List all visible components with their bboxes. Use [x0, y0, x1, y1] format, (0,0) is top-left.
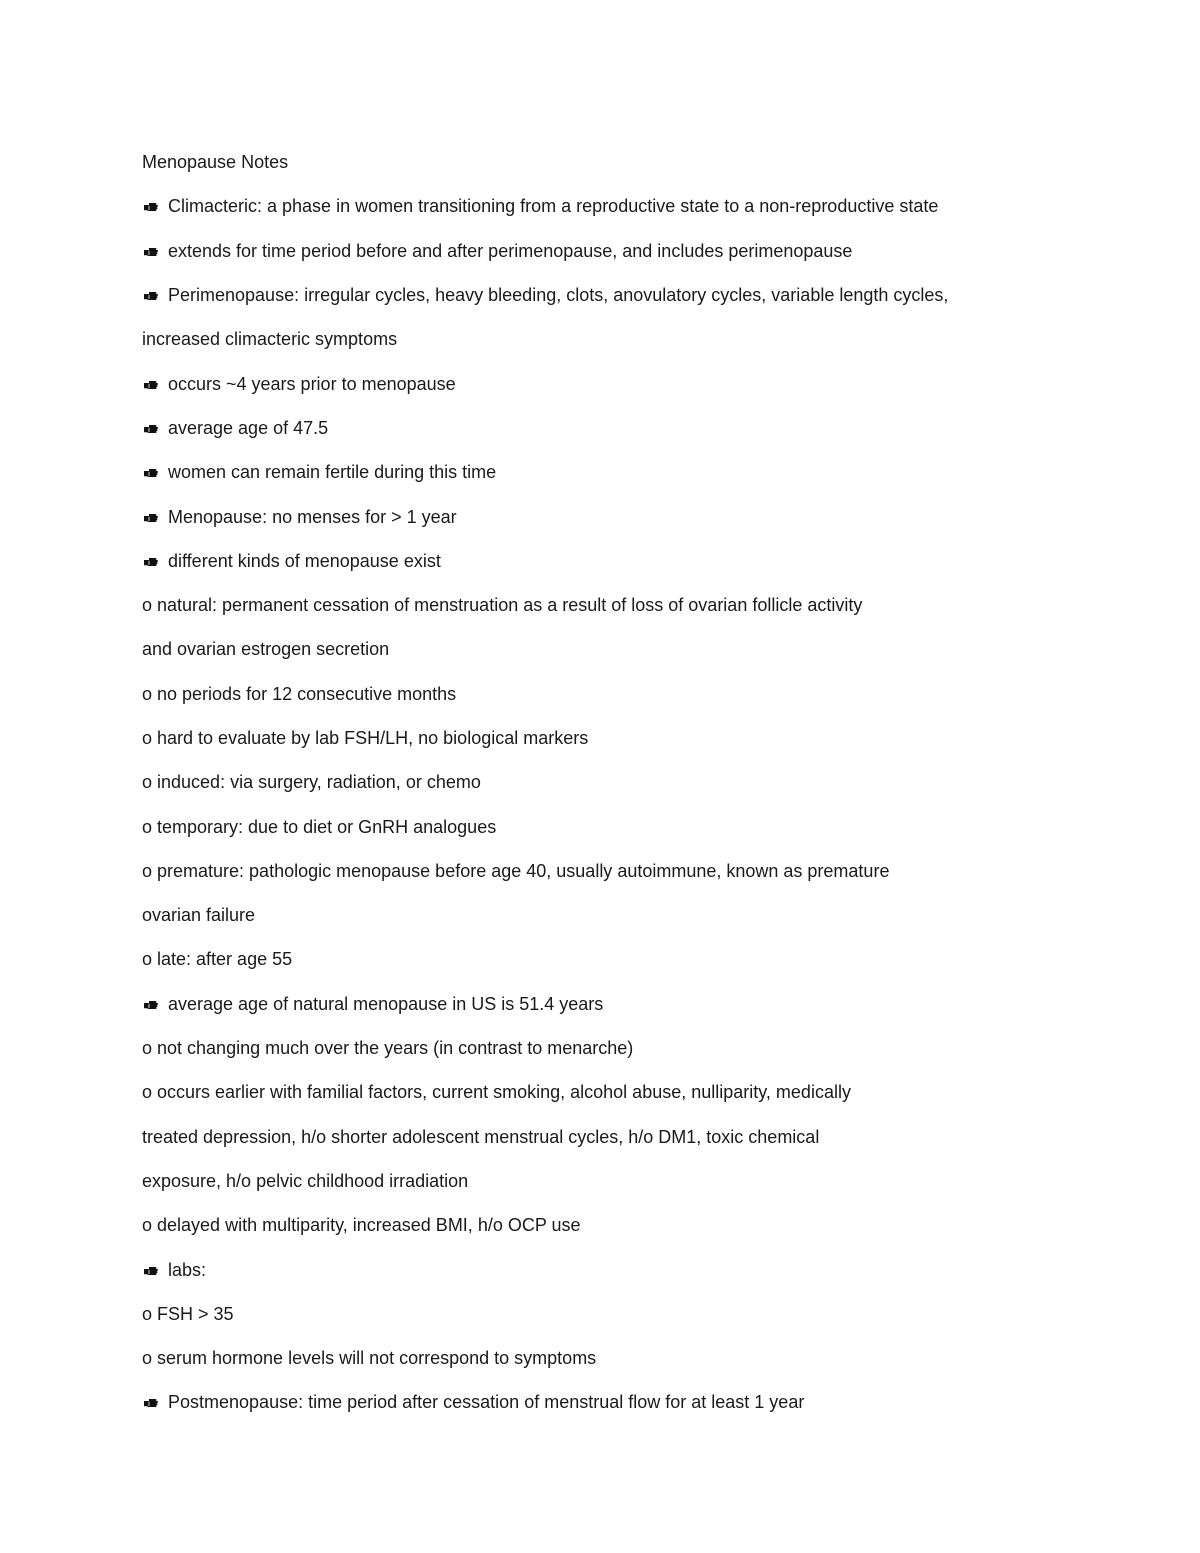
- note-line: [142, 583, 1082, 627]
- note-line-text: exposure, h/o pelvic childhood irradiation: [142, 1170, 469, 1191]
- note-line-text: o hard to evaluate by lab FSH/LH, no biological markers: [142, 728, 589, 748]
- note-line-text: o late: after age 55: [142, 949, 293, 970]
- note-line-text: women can remain fertile during this time: [168, 462, 497, 483]
- note-line-text: average age of natural menopause in US is 51.4 years: [168, 993, 604, 1014]
- note-line-text: extends for time period before and after perimenopause, and includes perimenopause: [168, 240, 853, 261]
- note-line-text: o delayed with multiparity, increased BMI, h/o OCP use: [142, 1215, 581, 1236]
- note-line-text: o premature: pathologic menopause before age 40, usually autoimmune, known as premature: [142, 860, 890, 881]
- note-line: [142, 1203, 1082, 1247]
- note-line-text: Climacteric: a phase in women transitioning from a reproductive state to a non-reproductive state: [168, 196, 939, 217]
- note-line-text: ovarian failure: [142, 905, 256, 926]
- note-line: [142, 184, 1082, 228]
- note-line-text: o not changing much over the years (in contrast to menarche): [142, 1038, 634, 1059]
- note-line: [142, 627, 1082, 671]
- note-line: [142, 1292, 1082, 1336]
- note-line: [142, 1070, 1082, 1114]
- note-line-text: o natural: permanent cessation of menstruation as a result of loss of ovarian follicle activity: [142, 595, 863, 616]
- pointing-hand-icon: [142, 242, 160, 260]
- pointing-hand-icon: [142, 419, 160, 437]
- note-line: [142, 1159, 1082, 1203]
- note-line-text: Perimenopause: irregular cycles, heavy bleeding, clots, anovulatory cycles, variable length cycles,: [168, 285, 949, 306]
- pointing-hand-icon: [142, 197, 160, 215]
- document-title-text: Menopause Notes: [142, 152, 289, 173]
- notes-list: [142, 184, 1082, 1424]
- note-line: [142, 849, 1082, 893]
- note-line: [142, 982, 1082, 1026]
- pointing-hand-icon: [142, 508, 160, 526]
- note-line: [142, 539, 1082, 583]
- note-line-text: o induced: via surgery, radiation, or chemo: [142, 772, 481, 793]
- note-line: [142, 672, 1082, 716]
- note-line-text: o serum hormone levels will not correspond to symptoms: [142, 1348, 597, 1369]
- note-line-text: Menopause: no menses for > 1 year: [168, 506, 457, 527]
- note-line-text: different kinds of menopause exist: [168, 550, 441, 571]
- note-line: [142, 716, 1082, 760]
- pointing-hand-icon: [142, 1261, 160, 1279]
- note-line: [142, 1026, 1082, 1070]
- note-line-text: treated depression, h/o shorter adolescent menstrual cycles, h/o DM1, toxic chemical: [142, 1126, 820, 1147]
- note-line-text: o temporary: due to diet or GnRH analogues: [142, 816, 497, 837]
- note-line-text: Postmenopause: time period after cessation of menstrual flow for at least 1 year: [168, 1392, 805, 1413]
- note-line: [142, 273, 1082, 317]
- note-line-text: occurs ~4 years prior to menopause: [168, 373, 456, 394]
- note-line: [142, 760, 1082, 804]
- document-title: [142, 140, 1082, 184]
- note-line-text: average age of 47.5: [168, 417, 329, 438]
- note-line-text: and ovarian estrogen secretion: [142, 639, 390, 660]
- pointing-hand-icon: [142, 463, 160, 481]
- note-line: [142, 229, 1082, 273]
- note-line: [142, 893, 1082, 937]
- note-line: [142, 1115, 1082, 1159]
- note-line: [142, 406, 1082, 450]
- note-line-text: o occurs earlier with familial factors, current smoking, alcohol abuse, nulliparity, medically: [142, 1082, 851, 1103]
- note-line: [142, 361, 1082, 405]
- note-line: [142, 317, 1082, 361]
- note-line: [142, 1247, 1082, 1291]
- note-line: [142, 1380, 1082, 1424]
- note-line-text: o no periods for 12 consecutive months: [142, 683, 457, 704]
- pointing-hand-icon: [142, 286, 160, 304]
- note-line-text: labs:: [168, 1259, 207, 1280]
- pointing-hand-icon: [142, 995, 160, 1013]
- pointing-hand-icon: [142, 375, 160, 393]
- pointing-hand-icon: [142, 1393, 160, 1411]
- document-body: [142, 140, 1082, 1425]
- note-line: [142, 804, 1082, 848]
- note-line: [142, 937, 1082, 981]
- note-line: [142, 450, 1082, 494]
- note-line: [142, 1336, 1082, 1380]
- note-line-text: increased climacteric symptoms: [142, 329, 398, 350]
- note-line-text: o FSH > 35: [142, 1303, 234, 1324]
- pointing-hand-icon: [142, 552, 160, 570]
- note-line: [142, 494, 1082, 538]
